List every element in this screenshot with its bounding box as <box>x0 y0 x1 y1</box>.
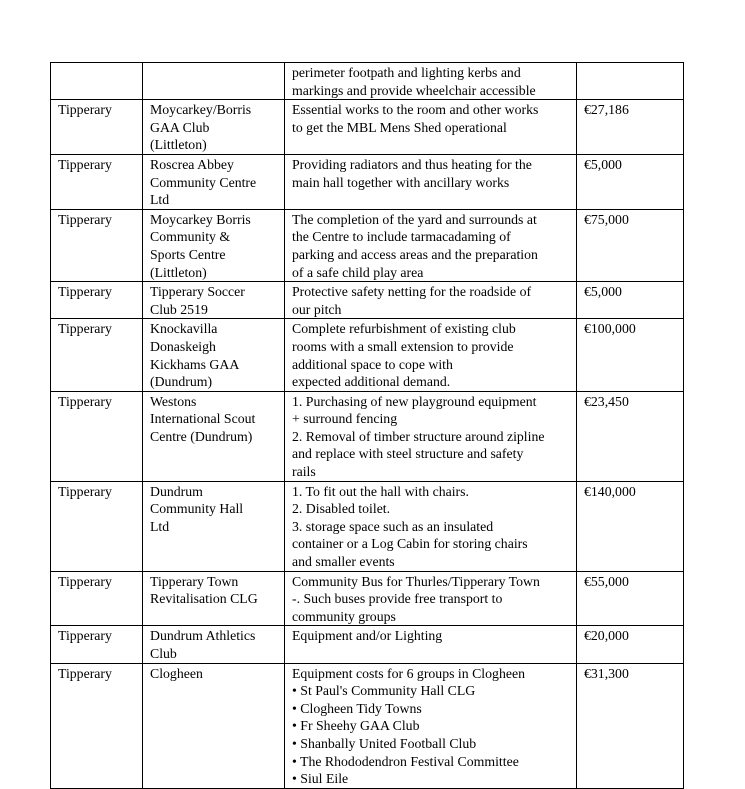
organisation-cell-line: Ltd <box>150 518 170 534</box>
amount-cell: €31,300 <box>577 663 684 788</box>
description-cell-line: 2. Removal of timber structure around zipline <box>292 428 545 444</box>
description-cell-line: 2. Disabled toilet. <box>292 501 391 517</box>
organisation-cell <box>143 209 285 281</box>
description-cell <box>285 626 577 663</box>
county-cell: Tipperary <box>51 571 143 626</box>
organisation-cell-line: Tipperary Town <box>150 573 239 589</box>
organisation-cell <box>143 282 285 319</box>
description-cell-line: parking and access areas and the preparation <box>292 246 538 262</box>
county-cell: Tipperary <box>51 626 143 663</box>
organisation-cell-line: Donaskeigh <box>150 338 216 354</box>
organisation-cell-line: Centre (Dundrum) <box>150 428 253 444</box>
description-cell-line: expected additional demand. <box>292 374 451 390</box>
amount-cell: €75,000 <box>577 209 684 281</box>
description-cell <box>285 481 577 571</box>
county-cell: Tipperary <box>51 391 143 481</box>
description-cell <box>285 319 577 391</box>
description-cell <box>285 571 577 626</box>
description-cell-line: of a safe child play area <box>292 264 424 280</box>
organisation-cell <box>143 100 285 155</box>
amount-cell: €5,000 <box>577 154 684 209</box>
county-cell: Tipperary <box>51 282 143 319</box>
table-row <box>51 481 684 571</box>
organisation-cell-line: Community & <box>150 229 231 245</box>
description-cell-line: to get the MBL Mens Shed operational <box>292 119 507 135</box>
amount-cell: €27,186 <box>577 100 684 155</box>
description-cell <box>285 154 577 209</box>
table-row <box>51 63 684 100</box>
organisation-cell-line: Sports Centre <box>150 246 226 262</box>
amount-cell: €20,000 <box>577 626 684 663</box>
amount-cell: €23,450 <box>577 391 684 481</box>
description-cell-line: and replace with steel structure and safety <box>292 446 524 462</box>
organisation-cell-line: Dundrum Athletics <box>150 628 256 644</box>
table-row <box>51 100 684 155</box>
organisation-cell <box>143 391 285 481</box>
organisation-cell-line: Club <box>150 646 177 661</box>
table-row <box>51 319 684 391</box>
description-cell-line: our pitch <box>292 301 342 317</box>
organisation-cell-line: Moycarkey Borris <box>150 211 251 227</box>
description-cell-line: rails <box>292 464 316 480</box>
table-row <box>51 154 684 209</box>
organisation-cell-line: Clogheen <box>150 665 203 681</box>
amount-cell <box>577 63 684 100</box>
table-row <box>51 209 684 281</box>
organisation-cell-line: Knockavilla <box>150 321 218 337</box>
organisation-cell <box>143 663 285 788</box>
amount-cell: €55,000 <box>577 571 684 626</box>
description-cell-line: community groups <box>292 608 396 624</box>
organisation-cell-line: Ltd <box>150 192 170 208</box>
description-cell <box>285 391 577 481</box>
description-cell-line: + surround fencing <box>292 411 398 427</box>
description-cell-line: 3. storage space such as an insulated <box>292 518 494 534</box>
table-row <box>51 626 684 663</box>
grants-table-body <box>51 63 684 789</box>
organisation-cell-line: (Littleton) <box>150 137 207 153</box>
description-cell-line: Equipment costs for 6 groups in Clogheen <box>292 665 525 681</box>
description-cell-line: 1. Purchasing of new playground equipment <box>292 393 537 409</box>
organisation-cell-line: Tipperary Soccer <box>150 284 245 300</box>
description-cell-line: The completion of the yard and surrounds at <box>292 211 537 227</box>
organisation-cell <box>143 154 285 209</box>
grants-table <box>50 62 684 789</box>
county-cell <box>51 63 143 100</box>
organisation-cell-line: Dundrum <box>150 483 203 499</box>
organisation-cell-line: Community Hall <box>150 501 244 517</box>
organisation-cell <box>143 319 285 391</box>
organisation-cell <box>143 626 285 663</box>
description-cell-line: rooms with a small extension to provide <box>292 338 514 354</box>
description-cell-line: Complete refurbishment of existing club <box>292 321 516 337</box>
description-cell-line: the Centre to include tarmacadaming of <box>292 229 511 245</box>
description-cell-line: -. Such buses provide free transport to <box>292 591 503 607</box>
organisation-cell <box>143 571 285 626</box>
description-cell-line: • St Paul's Community Hall CLG <box>292 683 476 699</box>
description-cell-line: • Siul Eile <box>292 771 349 787</box>
description-cell-line: and smaller events <box>292 554 395 570</box>
amount-cell: €140,000 <box>577 481 684 571</box>
organisation-cell-line: Club 2519 <box>150 301 208 317</box>
description-cell-line: markings and provide wheelchair accessible <box>292 82 536 98</box>
description-cell-line: Equipment and/or Lighting <box>292 628 443 644</box>
table-row <box>51 663 684 788</box>
county-cell: Tipperary <box>51 154 143 209</box>
table-row <box>51 391 684 481</box>
description-cell-line: Essential works to the room and other works <box>292 102 539 118</box>
amount-cell: €5,000 <box>577 282 684 319</box>
description-cell <box>285 663 577 788</box>
amount-cell: €100,000 <box>577 319 684 391</box>
organisation-cell-line: GAA Club <box>150 119 210 135</box>
table-row <box>51 571 684 626</box>
description-cell-line: • Shanbally United Football Club <box>292 735 477 751</box>
description-cell <box>285 282 577 319</box>
description-cell-line: Providing radiators and thus heating for the <box>292 156 532 172</box>
county-cell: Tipperary <box>51 209 143 281</box>
organisation-cell-line: Revitalisation CLG <box>150 591 258 607</box>
description-cell-line: 1. To fit out the hall with chairs. <box>292 483 469 499</box>
description-cell-line: container or a Log Cabin for storing chairs <box>292 536 528 552</box>
description-cell <box>285 100 577 155</box>
description-cell-line: • Clogheen Tidy Towns <box>292 700 422 716</box>
county-cell: Tipperary <box>51 319 143 391</box>
county-cell: Tipperary <box>51 663 143 788</box>
county-cell: Tipperary <box>51 100 143 155</box>
organisation-cell-line: (Littleton) <box>150 264 207 280</box>
organisation-cell-line: Roscrea Abbey <box>150 156 234 172</box>
organisation-cell <box>143 481 285 571</box>
organisation-cell-line: Community Centre <box>150 174 257 190</box>
table-row <box>51 282 684 319</box>
description-cell-line: additional space to cope with <box>292 356 453 372</box>
description-cell-line: main hall together with ancillary works <box>292 174 510 190</box>
organisation-cell-line: Westons <box>150 393 197 409</box>
description-cell <box>285 209 577 281</box>
organisation-cell-line: (Dundrum) <box>150 374 213 390</box>
organisation-cell-line: Kickhams GAA <box>150 356 240 372</box>
organisation-cell-line: International Scout <box>150 411 256 427</box>
description-cell-line: Protective safety netting for the roadside of <box>292 284 532 300</box>
description-cell-line: • Fr Sheehy GAA Club <box>292 718 420 734</box>
organisation-cell <box>143 63 285 100</box>
description-cell-line: Community Bus for Thurles/Tipperary Town <box>292 573 540 589</box>
description-cell-line: perimeter footpath and lighting kerbs and <box>292 65 521 80</box>
organisation-cell-line: Moycarkey/Borris <box>150 102 252 118</box>
description-cell-line: • The Rhododendron Festival Committee <box>292 753 519 769</box>
description-cell <box>285 63 577 100</box>
county-cell: Tipperary <box>51 481 143 571</box>
